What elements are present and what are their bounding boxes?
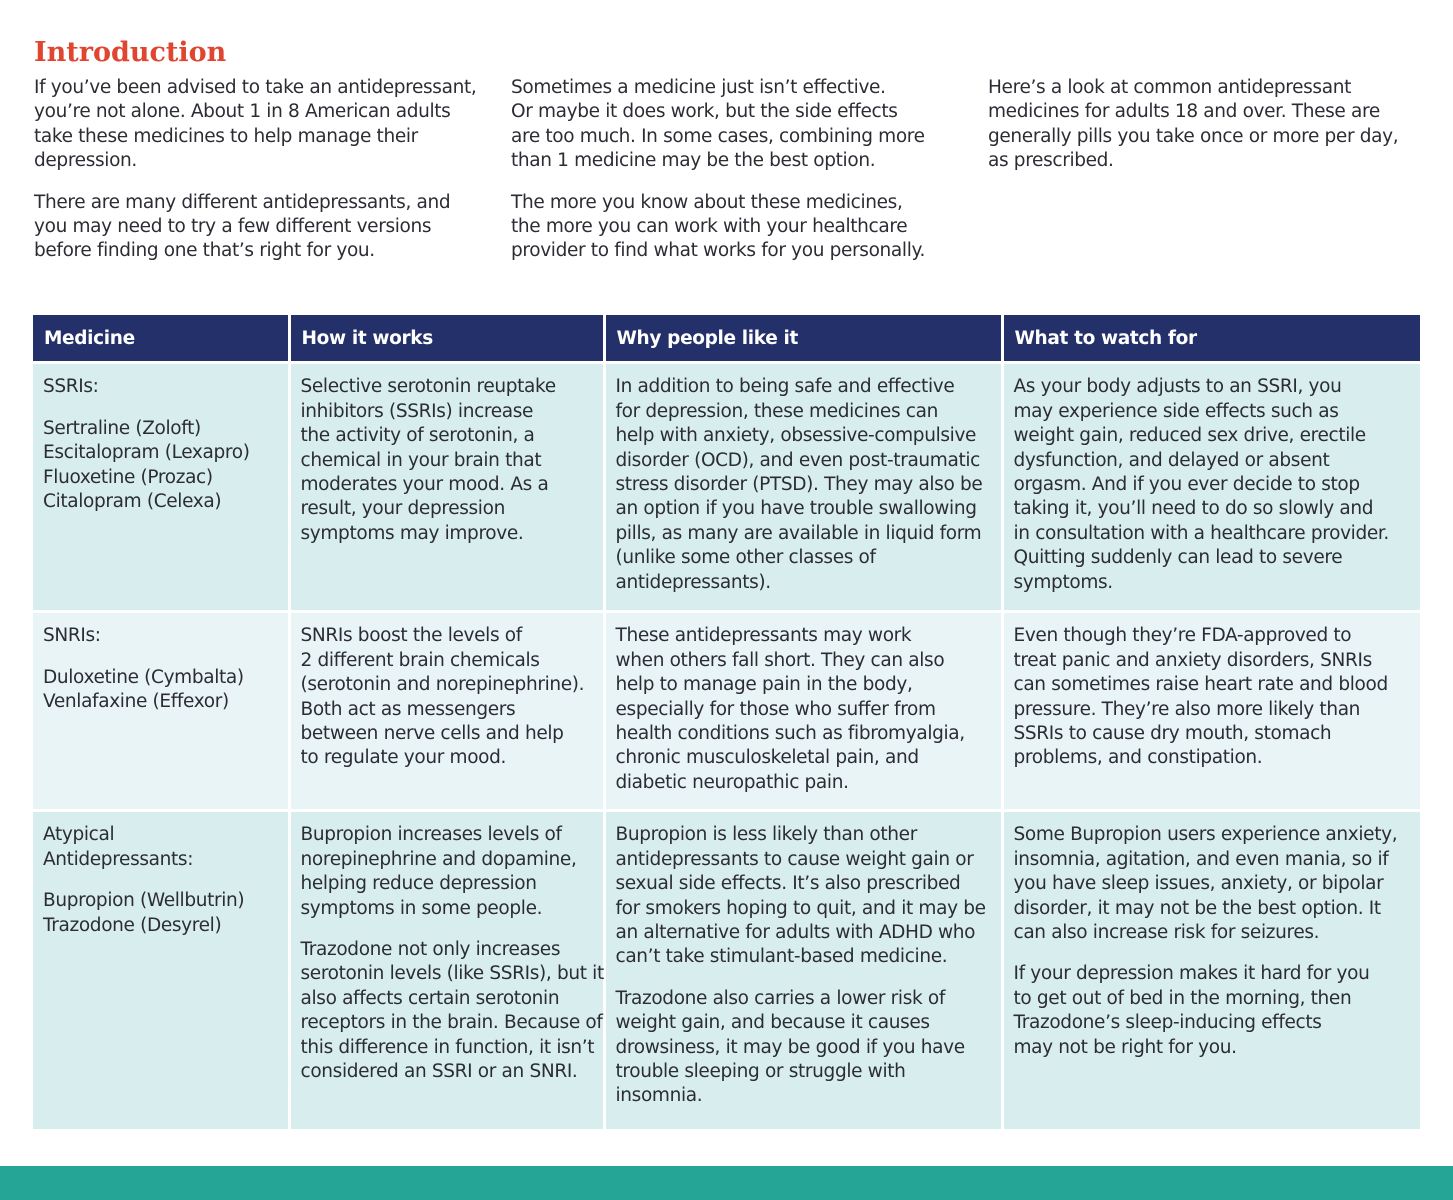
text-line: for smokers hoping to quit, and it may be [615, 897, 986, 919]
medicine-name: Venlafaxine (Effexor) [43, 691, 229, 713]
what-to-watch-for-cell [1002, 612, 1420, 811]
text-line: may not be right for you. [1013, 1036, 1237, 1058]
medicine-name: Duloxetine (Cymbalta) [43, 666, 244, 688]
intro-paragraph [34, 76, 476, 174]
cell-paragraph [616, 823, 991, 969]
text-line: pills, as many are available in liquid form [615, 522, 982, 544]
text-line: There are many different antidepressants, and [34, 191, 451, 213]
text-line: also affects certain serotonin [300, 987, 560, 1009]
text-line: disorder (OCD), and even post-traumatic [615, 449, 980, 471]
intro-column-3 [988, 76, 1398, 191]
cell-paragraph [301, 823, 593, 921]
text-line: symptoms in some people. [300, 897, 543, 919]
cell-paragraph [616, 375, 991, 595]
text-line: sexual side effects. It’s also prescribed [615, 873, 961, 895]
text-line: insomnia, agitation, and even mania, so if [1013, 848, 1389, 870]
text-line: take these medicines to help manage their [34, 125, 418, 147]
text-line: antidepressants to cause weight gain or [615, 848, 974, 870]
text-line: stress disorder (PTSD). They may also be [615, 474, 983, 496]
intro-paragraph [34, 191, 476, 264]
text-line: disorder, it may not be the best option. It [1013, 897, 1381, 919]
text-line: can also increase risk for seizures. [1013, 922, 1320, 944]
how-it-works-cell [289, 811, 604, 1129]
intro-column-2 [511, 76, 925, 281]
text-line: diabetic neuropathic pain. [615, 771, 849, 793]
intro-paragraph [511, 76, 925, 174]
why-people-like-it-cell [604, 363, 1002, 612]
text-line: Quitting suddenly can lead to severe [1013, 547, 1343, 569]
text-line: symptoms may improve. [300, 522, 524, 544]
text-line: an option if you have trouble swallowing [615, 498, 977, 520]
text-line: are too much. In some cases, combining more [511, 125, 925, 147]
text-line: 2 different brain chemicals [300, 649, 540, 671]
text-line: weight gain, reduced sex drive, erectile [1013, 425, 1366, 447]
text-line: Trazodone also carries a lower risk of [615, 987, 946, 1009]
text-line: for depression, these medicines can [615, 400, 938, 422]
text-line: the activity of serotonin, a [300, 425, 535, 447]
text-line: between nerve cells and help [300, 723, 564, 745]
text-line: to get out of bed in the morning, then [1013, 987, 1352, 1009]
text-line: helping reduce depression [300, 873, 537, 895]
text-line: inhibitors (SSRIs) increase [300, 400, 534, 422]
text-line: The more you know about these medicines, [511, 191, 903, 213]
text-line: Even though they’re FDA-approved to [1013, 625, 1352, 647]
text-line: Trazodone’s sleep-inducing effects [1013, 1012, 1322, 1034]
medicine-cell [33, 363, 289, 612]
class-label [43, 823, 278, 872]
text-line: Some Bupropion users experience anxiety, [1013, 824, 1398, 846]
text-line: than 1 medicine may be the best option. [511, 150, 876, 172]
header-how-it-works: How it works [289, 315, 604, 363]
text-line: depression. [34, 150, 137, 172]
text-line: in consultation with a healthcare provider. [1013, 522, 1389, 544]
header-why-people-like-it: Why people like it [604, 315, 1002, 363]
text-line: Trazodone not only increases [300, 939, 561, 961]
text-line: symptoms. [1013, 571, 1113, 593]
intro-paragraph [988, 76, 1398, 174]
text-line: you have sleep issues, anxiety, or bipolar [1013, 873, 1384, 895]
text-line: In addition to being safe and effective [615, 376, 955, 398]
text-line: insomnia. [615, 1085, 703, 1107]
text-line: may experience side effects such as [1013, 400, 1339, 422]
text-line: treat panic and anxiety disorders, SNRIs [1013, 649, 1372, 671]
text-line: Bupropion increases levels of [300, 824, 562, 846]
text-line: SSRIs to cause dry mouth, stomach [1013, 723, 1332, 745]
medicine-name: Trazodone (Desyrel) [43, 914, 222, 936]
class-label [43, 375, 278, 399]
text-line: especially for those who suffer from [615, 698, 936, 720]
how-it-works-cell [289, 363, 604, 612]
cell-paragraph [616, 987, 991, 1109]
text-line: can’t take stimulant-based medicine. [615, 946, 948, 968]
text-line: this difference in function, it isn’t [300, 1036, 595, 1058]
text-line: trouble sleeping or struggle with [615, 1061, 906, 1083]
text-line: you’re not alone. About 1 in 8 American adults [34, 101, 451, 123]
text-line: health conditions such as fibromyalgia, [615, 723, 965, 745]
why-people-like-it-cell [604, 612, 1002, 811]
intro-title: Introduction [34, 37, 227, 68]
text-line: Sometimes a medicine just isn’t effective. [511, 77, 886, 98]
text-line: generally pills you take once or more per day, [988, 125, 1399, 147]
text-line: the more you can work with your healthcare [511, 216, 908, 238]
text-line: dysfunction, and delayed or absent [1013, 449, 1330, 471]
text-line: provider to find what works for you personally. [511, 240, 925, 262]
text-line: considered an SSRI or an SNRI. [300, 1061, 578, 1083]
table-row [33, 811, 1420, 1129]
text-line: help to manage pain in the body, [615, 674, 913, 696]
cell-paragraph [301, 375, 593, 546]
text-line: chemical in your brain that [300, 449, 542, 471]
why-people-like-it-cell [604, 811, 1002, 1129]
text-line: to regulate your mood. [300, 747, 507, 769]
text-line: receptors in the brain. Because of [300, 1012, 603, 1034]
text-line: Selective serotonin reuptake [300, 376, 556, 398]
text-line: Bupropion is less likely than other [615, 824, 917, 846]
header-what-to-watch-for: What to watch for [1002, 315, 1420, 363]
text-line: moderates your mood. As a [300, 474, 549, 496]
cell-paragraph [1014, 624, 1411, 770]
medicine-list [43, 666, 278, 715]
medicine-name: Escitalopram (Lexapro) [43, 442, 250, 464]
intro-paragraph [511, 191, 925, 264]
text-line: SNRIs boost the levels of [300, 625, 522, 647]
text-line: drowsiness, it may be good if you have [615, 1036, 965, 1058]
text-line: norepinephrine and dopamine, [300, 848, 577, 870]
text-line: medicines for adults 18 and over. These are [988, 101, 1380, 123]
text-line: before finding one that’s right for you. [34, 240, 375, 262]
how-it-works-cell [289, 612, 604, 811]
cell-paragraph [300, 938, 604, 1084]
text-line: As your body adjusts to an SSRI, you [1013, 376, 1342, 398]
table-row [33, 363, 1420, 612]
text-line: (serotonin and norepinephrine). [300, 674, 585, 696]
what-to-watch-for-cell [1002, 363, 1420, 612]
text-line: SNRIs: [43, 625, 101, 647]
text-line: weight gain, and because it causes [615, 1012, 930, 1034]
text-line: These antidepressants may work [615, 625, 912, 647]
text-line: Or maybe it does work, but the side effects [511, 101, 898, 123]
text-line: chronic musculoskeletal pain, and [615, 747, 919, 769]
medicine-cell [33, 811, 289, 1129]
medicine-list [43, 889, 278, 938]
text-line: Atypical [43, 824, 115, 846]
text-line: Both act as messengers [300, 698, 516, 720]
medicine-name: Citalopram (Celexa) [43, 491, 222, 513]
text-line: antidepressants). [615, 571, 771, 593]
text-line: (unlike some other classes of [615, 547, 876, 569]
text-line: pressure. They’re also more likely than [1013, 698, 1361, 720]
text-line: If you’ve been advised to take an antidepressant, [34, 77, 477, 98]
text-line: taking it, you’ll need to do so slowly and [1013, 498, 1374, 520]
cell-paragraph [301, 624, 593, 770]
cell-paragraph [1014, 823, 1411, 945]
text-line: Antidepressants: [43, 848, 194, 870]
medicine-name: Fluoxetine (Prozac) [43, 466, 213, 488]
medicine-name: Sertraline (Zoloft) [43, 417, 201, 439]
what-to-watch-for-cell [1002, 811, 1420, 1129]
text-line: SSRIs: [43, 376, 99, 398]
table-header-row [33, 315, 1420, 363]
text-line: serotonin levels (like SSRIs), but it [300, 963, 604, 985]
header-medicine: Medicine [33, 315, 289, 363]
medicine-name: Bupropion (Wellbutrin) [43, 890, 245, 912]
text-line: help with anxiety, obsessive-compulsive [615, 425, 977, 447]
footer-bar [0, 1166, 1453, 1200]
text-line: can sometimes raise heart rate and blood [1013, 674, 1388, 696]
table-row [33, 612, 1420, 811]
text-line: when others fall short. They can also [615, 649, 945, 671]
intro-column-1 [34, 76, 476, 281]
text-line: orgasm. And if you ever decide to stop [1013, 474, 1360, 496]
cell-paragraph [1014, 375, 1411, 595]
text-line: an alternative for adults with ADHD who [615, 922, 976, 944]
text-line: as prescribed. [988, 150, 1114, 172]
cell-paragraph [1014, 962, 1411, 1060]
text-line: result, your depression [300, 498, 505, 520]
text-line: Here’s a look at common antidepressant [988, 77, 1351, 98]
medicine-list [43, 417, 278, 515]
text-line: If your depression makes it hard for you [1013, 963, 1370, 985]
cell-paragraph [616, 624, 991, 795]
medicine-table [33, 315, 1420, 1129]
text-line: problems, and constipation. [1013, 747, 1263, 769]
class-label [43, 624, 278, 648]
text-line: you may need to try a few different versions [34, 216, 432, 238]
medicine-cell [33, 612, 289, 811]
